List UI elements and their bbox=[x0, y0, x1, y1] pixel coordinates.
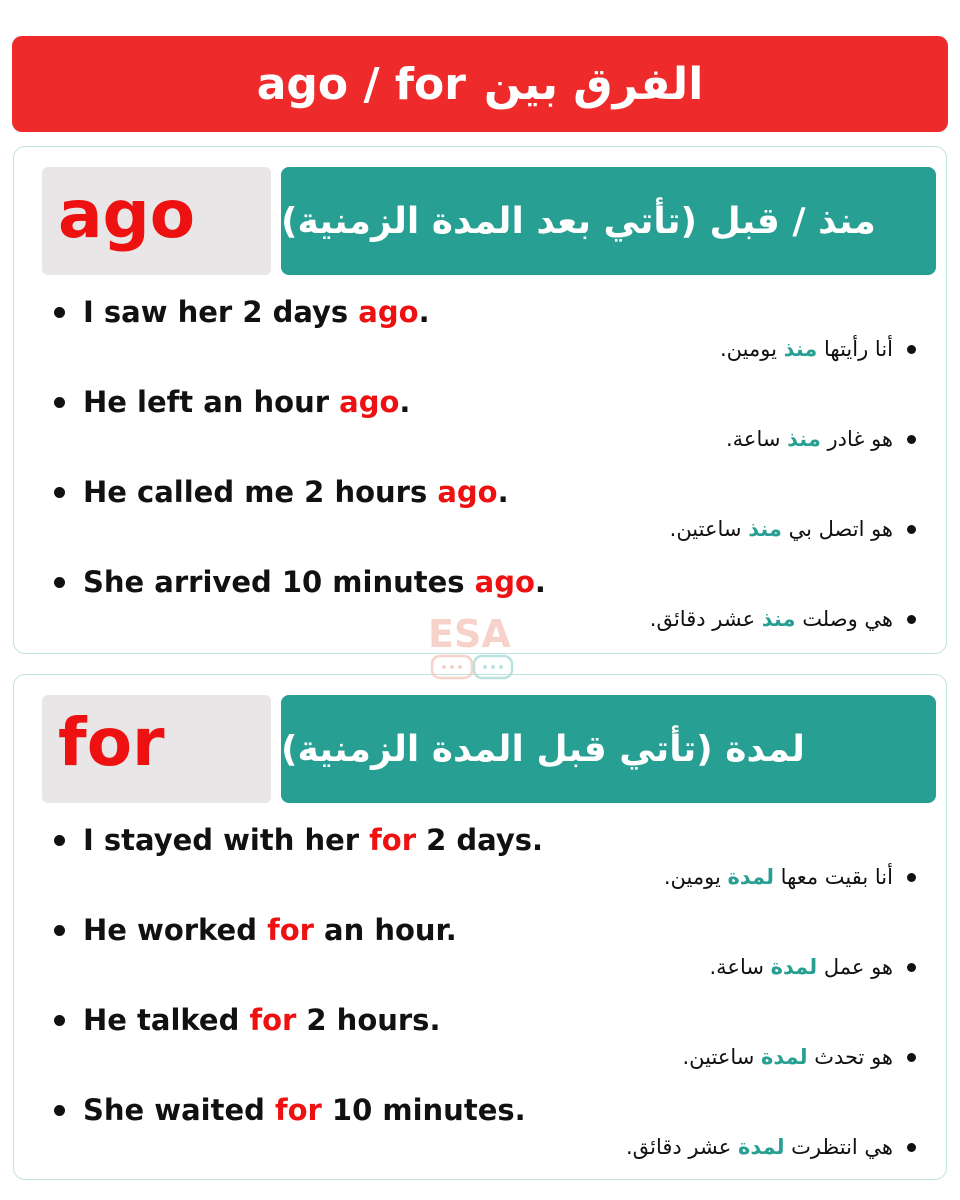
ago-meaning-box: منذ / قبل (تأتي بعد المدة الزمنية) bbox=[281, 167, 936, 275]
bullet-icon bbox=[54, 577, 65, 588]
translation-keyword: لمدة bbox=[770, 955, 818, 979]
bullet-icon bbox=[54, 307, 65, 318]
for-word-box: for bbox=[42, 695, 271, 803]
page-title bbox=[12, 36, 948, 132]
ago-example-ar-3 bbox=[670, 517, 916, 541]
example-text: I stayed with her bbox=[83, 823, 370, 857]
example-keyword: ago bbox=[474, 565, 535, 599]
example-text-end: . bbox=[418, 295, 430, 329]
bullet-icon bbox=[907, 525, 916, 534]
example-keyword: ago bbox=[339, 385, 400, 419]
for-example-en-2 bbox=[54, 913, 457, 947]
bullet-icon bbox=[54, 1015, 65, 1026]
for-example-ar-3 bbox=[682, 1045, 916, 1069]
for-example-ar-1 bbox=[664, 865, 916, 889]
watermark-text: ESA bbox=[428, 612, 511, 656]
example-keyword: for bbox=[267, 913, 314, 947]
translation-text: هي وصلت bbox=[795, 607, 893, 631]
translation-text-end: ساعتين. bbox=[669, 517, 749, 541]
translation-text: هو تحدث bbox=[807, 1045, 893, 1069]
ago-example-ar-4 bbox=[650, 607, 916, 631]
example-text-end: 10 minutes. bbox=[321, 1093, 526, 1127]
translation-text: هو غادر bbox=[820, 427, 893, 451]
example-text: She arrived 10 minutes bbox=[83, 565, 475, 599]
example-keyword: ago bbox=[358, 295, 419, 329]
bullet-icon bbox=[907, 435, 916, 444]
bullet-icon bbox=[54, 925, 65, 936]
example-keyword: ago bbox=[437, 475, 498, 509]
example-text: He talked bbox=[83, 1003, 250, 1037]
translation-keyword: لمدة bbox=[737, 1135, 785, 1159]
translation-keyword: منذ bbox=[748, 517, 782, 541]
ago-example-ar-1 bbox=[720, 337, 916, 361]
bullet-icon bbox=[907, 963, 916, 972]
for-example-ar-2 bbox=[710, 955, 917, 979]
example-text: He called me 2 hours bbox=[83, 475, 438, 509]
translation-text-end: ساعة. bbox=[725, 427, 788, 451]
ago-example-ar-2 bbox=[726, 427, 916, 451]
bullet-icon bbox=[907, 345, 916, 354]
chat-bubbles-icon bbox=[430, 654, 514, 684]
translation-text: أنا رأيتها bbox=[817, 337, 893, 361]
ago-example-en-4 bbox=[54, 565, 546, 599]
translation-text-end: يومين. bbox=[663, 865, 728, 889]
example-keyword: for bbox=[249, 1003, 297, 1037]
bullet-icon bbox=[54, 397, 65, 408]
for-example-en-3 bbox=[54, 1003, 440, 1037]
translation-text-end: عشر دقائق. bbox=[649, 607, 762, 631]
translation-text-end: يومين. bbox=[719, 337, 784, 361]
example-text-end: . bbox=[399, 385, 411, 419]
translation-text-end: عشر دقائق. bbox=[625, 1135, 738, 1159]
translation-keyword: منذ bbox=[783, 337, 818, 361]
example-text-end: 2 hours. bbox=[296, 1003, 441, 1037]
translation-text: هي انتظرت bbox=[784, 1135, 893, 1159]
page-title-arabic: الفرق بين bbox=[483, 58, 704, 110]
example-keyword: for bbox=[274, 1093, 322, 1127]
example-text: She waited bbox=[83, 1093, 275, 1127]
translation-keyword: لمدة bbox=[761, 1045, 808, 1069]
ago-example-en-1 bbox=[54, 295, 430, 329]
ago-example-en-3 bbox=[54, 475, 509, 509]
translation-text: هو عمل bbox=[817, 955, 893, 979]
for-meaning-box: لمدة (تأتي قبل المدة الزمنية) bbox=[281, 695, 936, 803]
example-keyword: for bbox=[369, 823, 417, 857]
translation-keyword: لمدة bbox=[727, 865, 774, 889]
translation-text-end: ساعة. bbox=[709, 955, 771, 979]
bullet-icon bbox=[907, 873, 916, 882]
bullet-icon bbox=[907, 1143, 916, 1152]
example-text: He worked bbox=[83, 913, 268, 947]
example-text-end: . bbox=[534, 565, 546, 599]
translation-text: أنا بقيت معها bbox=[774, 865, 893, 889]
for-section bbox=[13, 674, 947, 1180]
example-text-end: 2 days. bbox=[416, 823, 544, 857]
ago-section bbox=[13, 146, 947, 654]
example-text-end: an hour. bbox=[313, 913, 457, 947]
page-title-words: ago / for bbox=[256, 58, 466, 110]
bullet-icon bbox=[54, 487, 65, 498]
bullet-icon bbox=[54, 1105, 65, 1116]
bullet-icon bbox=[54, 835, 65, 846]
bullet-icon bbox=[907, 615, 916, 624]
ago-example-en-2 bbox=[54, 385, 410, 419]
translation-keyword: منذ bbox=[787, 427, 821, 451]
example-text-end: . bbox=[497, 475, 509, 509]
translation-keyword: منذ bbox=[761, 607, 796, 631]
example-text: I saw her 2 days bbox=[83, 295, 359, 329]
ago-word-box: ago bbox=[42, 167, 271, 275]
example-text: He left an hour bbox=[83, 385, 340, 419]
esa-watermark-logo bbox=[428, 612, 518, 688]
for-example-ar-4 bbox=[626, 1135, 916, 1159]
for-example-en-1 bbox=[54, 823, 543, 857]
for-example-en-4 bbox=[54, 1093, 526, 1127]
translation-text-end: ساعتين. bbox=[682, 1045, 762, 1069]
translation-text: هو اتصل بي bbox=[781, 517, 893, 541]
bullet-icon bbox=[907, 1053, 916, 1062]
